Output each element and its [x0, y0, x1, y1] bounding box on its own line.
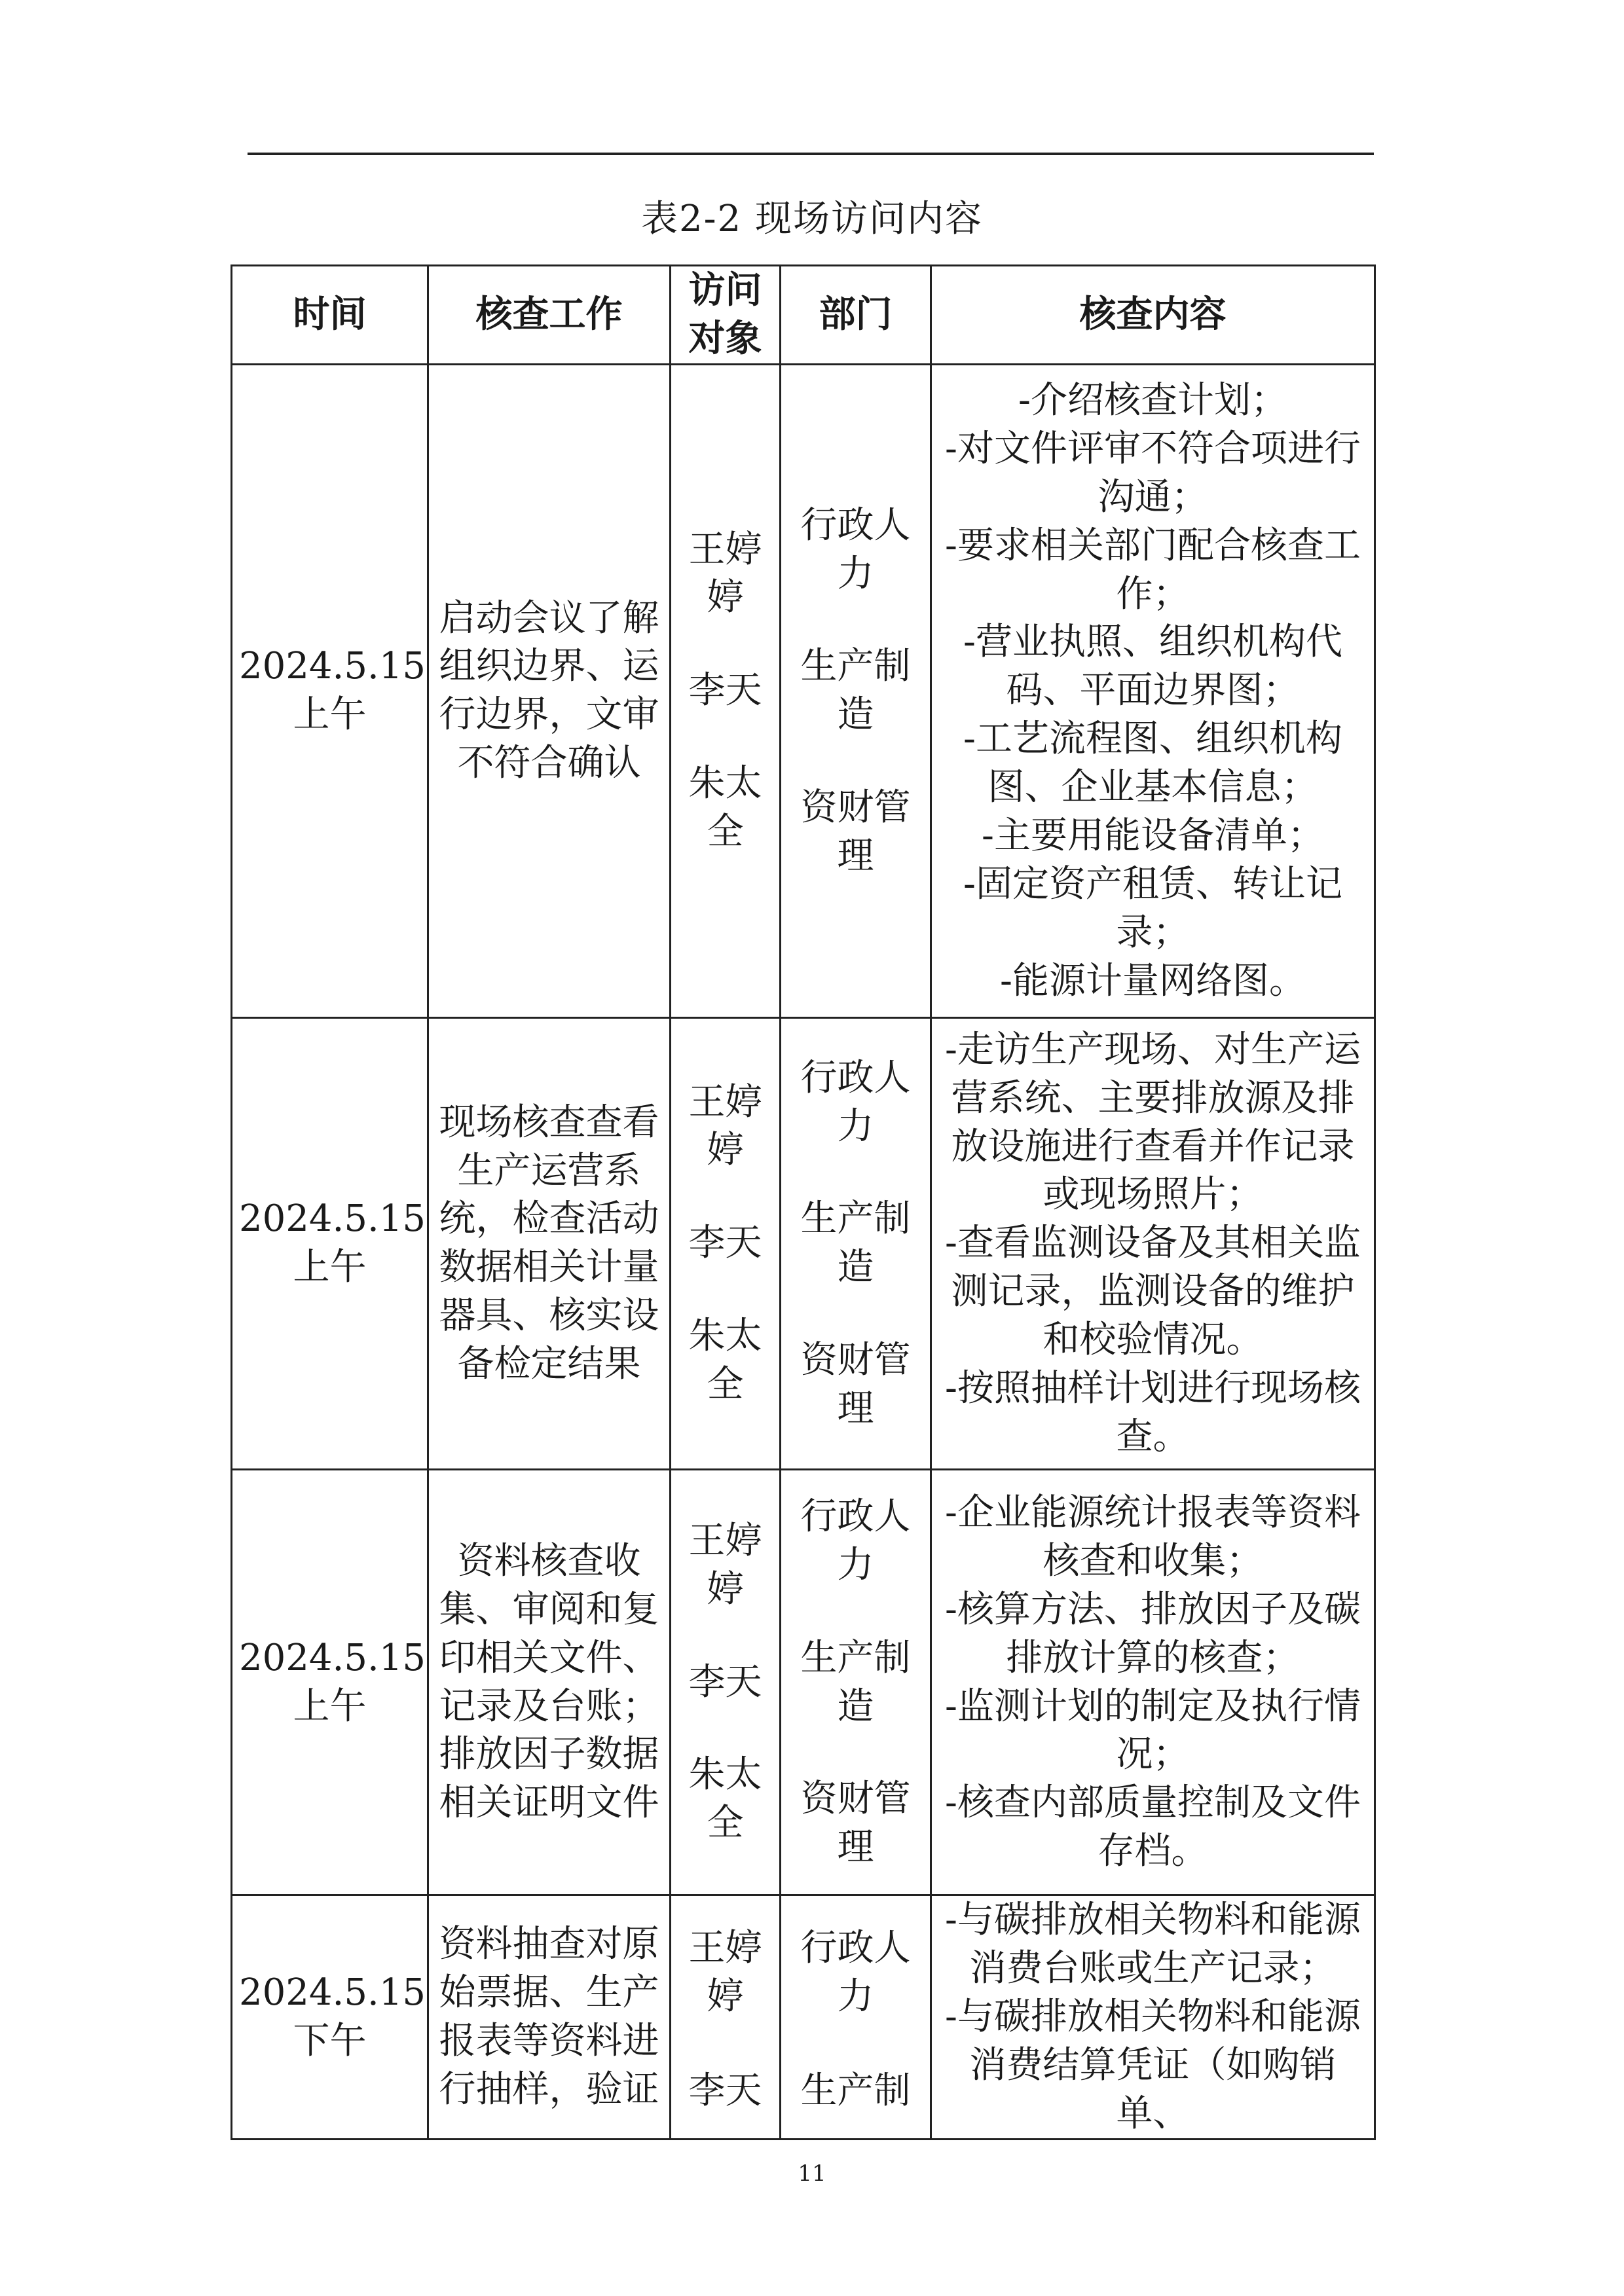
person-name: 李天	[688, 2069, 762, 2112]
cell-time: 2024.5.15上午	[232, 364, 428, 1017]
cell-depts	[781, 1469, 931, 1895]
header-content: 核查内容	[931, 266, 1375, 365]
cell-content	[931, 1017, 1375, 1469]
header-work: 核查工作	[428, 266, 671, 365]
content-item: -按照抽样计划进行现场核查。	[945, 1367, 1361, 1458]
page-number: 11	[798, 2160, 826, 2187]
person-name: 朱太全	[688, 1753, 762, 1845]
dept-name: 生产制造	[800, 645, 911, 737]
cell-time: 2024.5.15上午	[232, 1017, 428, 1469]
content-item: -要求相关部门配合核查工作；	[945, 524, 1361, 615]
visit-table	[231, 264, 1376, 2140]
cell-work: 现场核查查看生产运营系统，检查活动数据相关计量器具、核实设备检定结果	[428, 1017, 671, 1469]
content-item: -查看监测设备及其相关监测记录，监测设备的维护和校验情况。	[945, 1222, 1361, 1362]
cell-content	[931, 1469, 1375, 1895]
person-name: 王婷婷	[688, 528, 762, 619]
cell-depts	[781, 364, 931, 1017]
cell-persons	[671, 1469, 781, 1895]
cell-persons	[671, 1017, 781, 1469]
table-row	[232, 1895, 1375, 2140]
content-item: -核算方法、排放因子及碳排放计算的核查；	[945, 1588, 1361, 1679]
content-item: -营业执照、组织机构代码、平面边界图；	[963, 621, 1342, 712]
content-item: -与碳排放相关物料和能源消费结算凭证（如购销单、	[945, 1995, 1361, 2135]
header-dept: 部门	[781, 266, 931, 365]
table-row	[232, 364, 1375, 1017]
cell-depts	[781, 1895, 931, 2140]
cell-persons	[671, 364, 781, 1017]
person-name: 王婷婷	[688, 1927, 762, 2018]
dept-name: 生产制造	[800, 1197, 911, 1289]
content-item: -主要用能设备清单；	[982, 814, 1324, 858]
content-item: -固定资产租赁、转让记录；	[963, 862, 1342, 954]
dept-name: 资财管理	[800, 1777, 911, 1869]
cell-work: 启动会议了解组织边界、运行边界，文审不符合确认	[428, 364, 671, 1017]
content-item: -核查内部质量控制及文件存档。	[945, 1781, 1361, 1873]
table-row	[232, 1469, 1375, 1895]
cell-content	[931, 1895, 1375, 2140]
header-person: 访问对象	[671, 266, 781, 365]
content-item: -走访生产现场、对生产运营系统、主要排放源及排放设施进行查看并作记录或现场照片；	[945, 1028, 1361, 1216]
dept-name: 行政人力	[800, 1927, 911, 2018]
dept-name: 行政人力	[800, 503, 911, 595]
person-name: 李天	[688, 1660, 762, 1704]
header-row	[232, 266, 1375, 365]
person-name: 王婷婷	[688, 1080, 762, 1172]
table-row	[232, 1017, 1375, 1469]
header-time: 时间	[232, 266, 428, 365]
content-item: -介绍核查计划；	[1018, 378, 1287, 422]
cell-content	[931, 364, 1375, 1017]
cell-work: 资料抽查对原始票据、生产报表等资料进行抽样，验证	[428, 1895, 671, 2140]
content-item: -工艺流程图、组织机构图、企业基本信息；	[963, 718, 1342, 809]
content-item: -企业能源统计报表等资料核查和收集；	[945, 1491, 1361, 1582]
content-item: -监测计划的制定及执行情况；	[945, 1685, 1361, 1776]
content-item: -能源计量网络图。	[1000, 959, 1306, 1002]
content-item: -与碳排放相关物料和能源消费台账或生产记录；	[945, 1899, 1361, 1990]
person-name: 朱太全	[688, 1315, 762, 1406]
cell-work: 资料核查收集、审阅和复印相关文件、记录及台账；排放因子数据相关证明文件	[428, 1469, 671, 1895]
dept-name: 行政人力	[800, 1495, 911, 1586]
person-name: 王婷婷	[688, 1519, 762, 1611]
cell-time: 2024.5.15上午	[232, 1469, 428, 1895]
person-name: 李天	[688, 1222, 762, 1265]
dept-name: 资财管理	[800, 786, 911, 878]
dept-name: 生产制	[800, 2069, 911, 2112]
cell-time: 2024.5.15下午	[232, 1895, 428, 2140]
header-rule	[248, 153, 1374, 155]
cell-depts	[781, 1017, 931, 1469]
content-item: -对文件评审不符合项进行沟通；	[945, 427, 1361, 519]
person-name: 李天	[688, 669, 762, 712]
cell-persons	[671, 1895, 781, 2140]
dept-name: 行政人力	[800, 1056, 911, 1148]
dept-name: 生产制造	[800, 1636, 911, 1728]
table-caption: 表2-2 现场访问内容	[641, 198, 983, 240]
dept-name: 资财管理	[800, 1339, 911, 1430]
person-name: 朱太全	[688, 762, 762, 854]
